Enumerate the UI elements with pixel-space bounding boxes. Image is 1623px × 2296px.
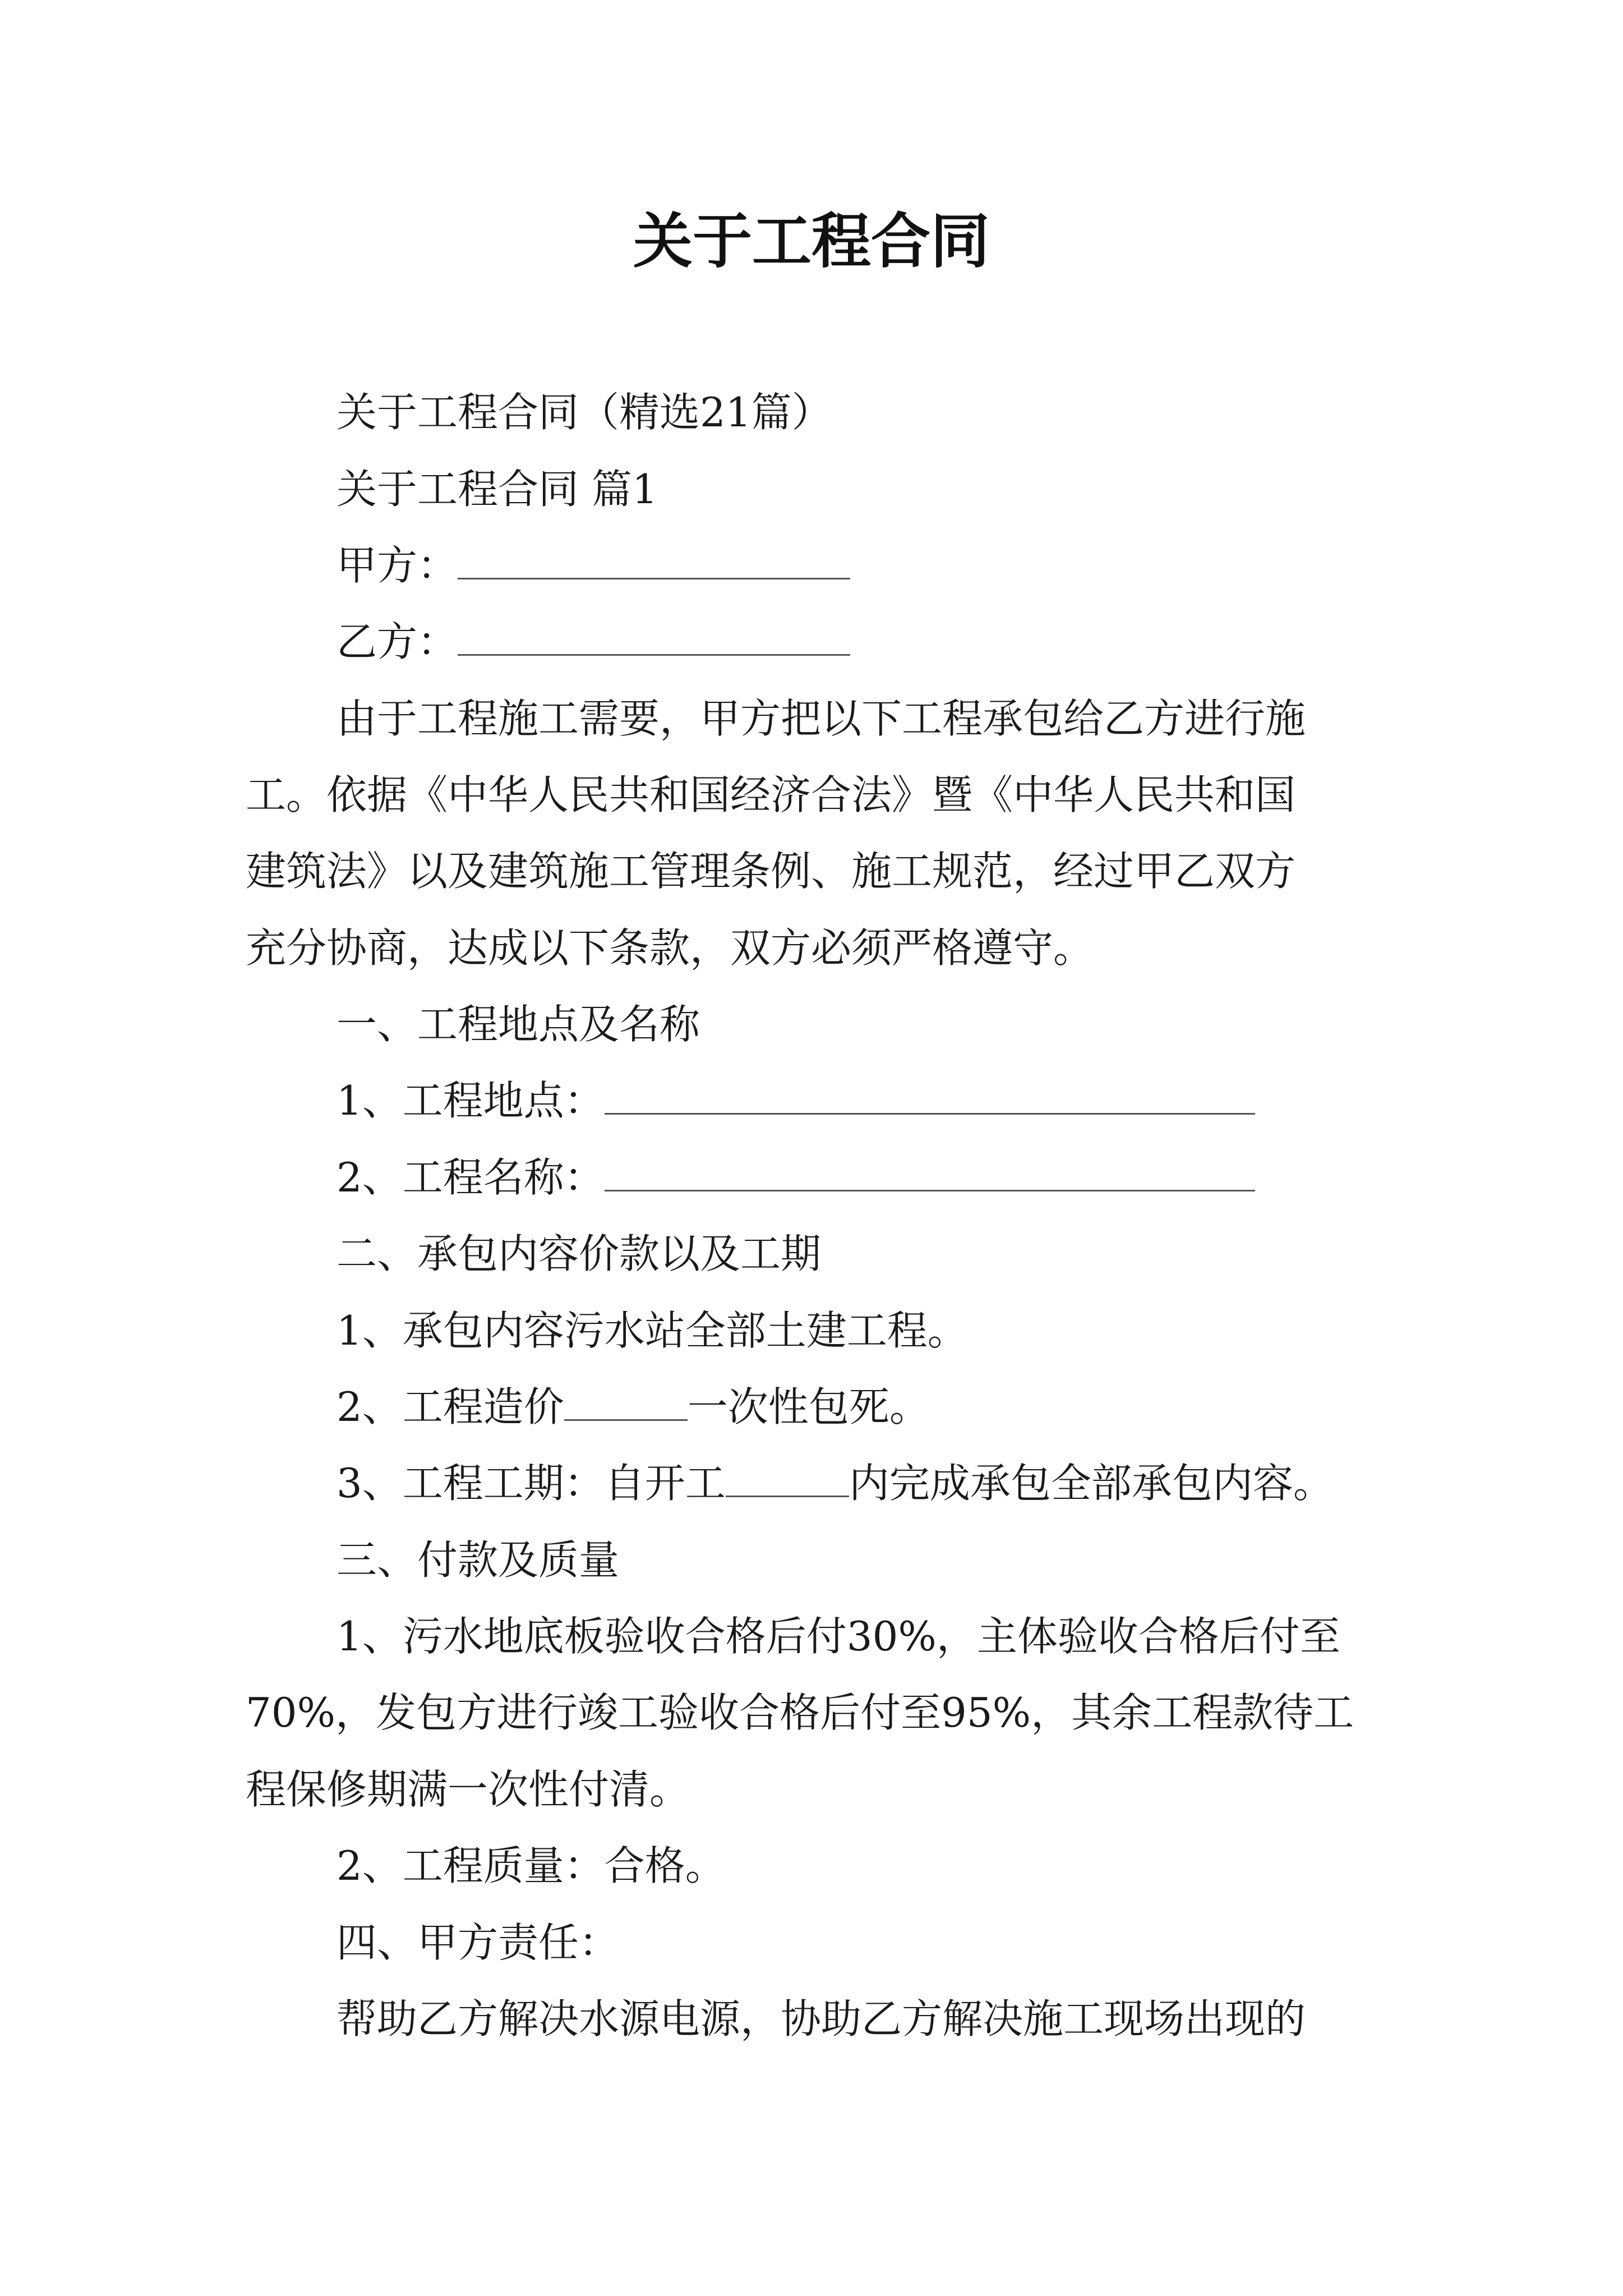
project-location-blank: [605, 1078, 1255, 1115]
project-name-line: [336, 1149, 1255, 1205]
party-b-blank: [458, 619, 850, 656]
paragraph-line: 工。依据《中华人民共和国经济合法》暨《中华人民共和国: [246, 771, 1296, 818]
clause-line: 2、工程质量：合格。: [336, 1842, 726, 1889]
project-location-label: 1、工程地点：: [336, 1077, 605, 1124]
subtitle-selection: 关于工程合同（精选21篇）: [336, 389, 832, 436]
document-title: 关于工程合同: [633, 206, 990, 276]
party-a-blank: [458, 543, 850, 579]
project-period-label: 3、工程工期：自开工: [336, 1460, 726, 1507]
paragraph-line: 程保修期满一次性付清。: [246, 1766, 690, 1813]
party-a-line: [336, 537, 850, 593]
project-period-blank: [726, 1461, 849, 1497]
clause-line: 1、承包内容污水站全部土建工程。: [336, 1307, 968, 1354]
section-heading: 二、承包内容价款以及工期: [336, 1230, 822, 1277]
project-cost-suffix: 一次性包死。: [687, 1383, 930, 1430]
paragraph-line: 建筑法》以及建筑施工管理条例、施工规范，经过甲乙双方: [246, 848, 1296, 895]
project-name-blank: [605, 1155, 1255, 1191]
section-heading: 四、甲方责任：: [336, 1919, 620, 1966]
project-name-label: 2、工程名称：: [336, 1154, 605, 1201]
party-b-line: [336, 614, 850, 670]
party-a-label: 甲方：: [336, 542, 458, 589]
article-heading: 关于工程合同 篇1: [336, 466, 658, 513]
project-period-line: [336, 1455, 1334, 1511]
project-cost-line: [336, 1379, 930, 1435]
paragraph-line: 充分协商，达成以下条款，双方必须严格遵守。: [246, 924, 1094, 972]
project-cost-blank: [564, 1384, 688, 1421]
project-period-suffix: 内完成承包全部承包内容。: [849, 1460, 1334, 1507]
project-location-line: [336, 1073, 1255, 1129]
project-cost-label: 2、工程造价: [336, 1383, 564, 1430]
party-b-label: 乙方：: [336, 618, 458, 665]
section-heading: 一、工程地点及名称: [336, 1001, 700, 1048]
paragraph-line: 1、污水地底板验收合格后付30%，主体验收合格后付至: [336, 1613, 1340, 1660]
paragraph-line: 70%，发包方进行竣工验收合格后付至95%，其余工程款待工: [246, 1689, 1354, 1736]
paragraph-line: 帮助乙方解决水源电源，协助乙方解决施工现场出现的: [336, 1995, 1306, 2042]
paragraph-line: 由于工程施工需要，甲方把以下工程承包给乙方进行施: [336, 695, 1306, 742]
section-heading: 三、付款及质量: [336, 1536, 620, 1584]
